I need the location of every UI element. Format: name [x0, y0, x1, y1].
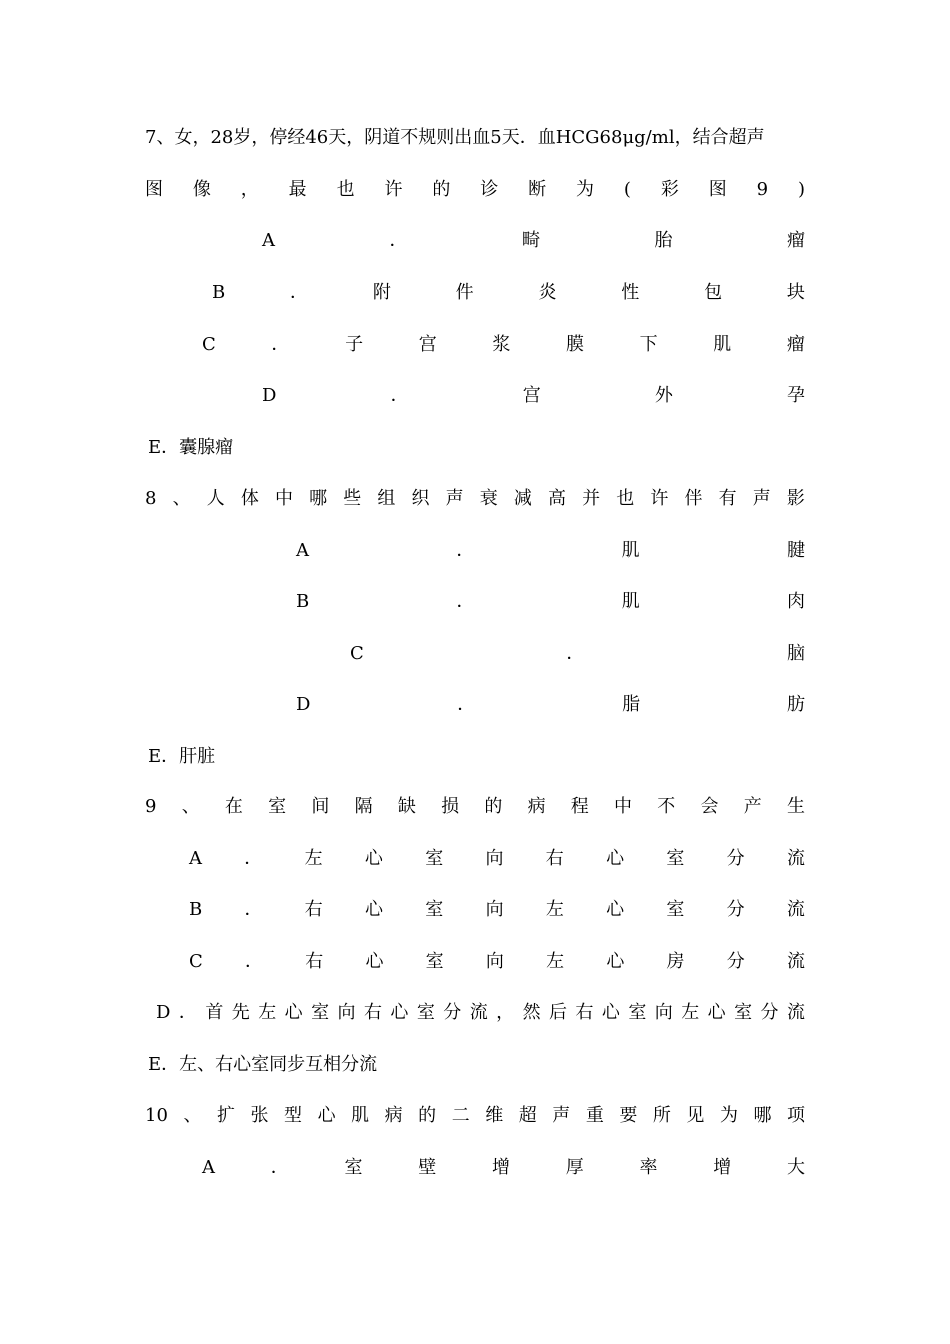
text-glyph: 高: [547, 488, 566, 509]
text-glyph: ．: [270, 1157, 289, 1178]
text-glyph: A: [189, 848, 202, 869]
text-glyph: 减: [513, 488, 532, 509]
text-glyph: 9: [756, 179, 769, 200]
text-glyph: 断: [528, 179, 547, 200]
text-glyph: 病: [527, 796, 546, 817]
text-glyph: 向: [485, 951, 504, 972]
text-glyph: 腱: [786, 540, 805, 561]
text-glyph: 间: [311, 796, 330, 817]
text-glyph: 向: [485, 848, 504, 869]
text-glyph: 脑: [787, 643, 805, 664]
text-glyph: 肌: [621, 591, 640, 612]
text-glyph: 体: [240, 488, 259, 509]
text-glyph: 流: [469, 1002, 488, 1023]
text-glyph: 膜: [565, 334, 584, 355]
question-8-option-b: [296, 587, 805, 617]
text-glyph: 心: [606, 899, 625, 920]
text-glyph: 肉: [786, 591, 805, 612]
text-glyph: 肌: [351, 1105, 370, 1126]
text-glyph: 附: [372, 282, 391, 303]
question-7-option-a: [262, 226, 805, 256]
text-glyph: 的: [484, 796, 503, 817]
text-glyph: ．: [178, 1002, 197, 1023]
text-glyph: 也: [336, 179, 355, 200]
text-glyph: 分: [443, 1002, 462, 1023]
text-glyph: 心: [365, 951, 384, 972]
text-glyph: 室: [425, 899, 444, 920]
question-8-option-d: [296, 690, 805, 720]
text-glyph: 项: [787, 1105, 805, 1126]
question-9-option-d: [156, 998, 805, 1028]
text-glyph: D: [296, 694, 311, 715]
text-glyph: 心: [606, 848, 625, 869]
question-10-stem: [145, 1101, 805, 1131]
text-glyph: 中: [614, 796, 633, 817]
text-glyph: 8: [145, 488, 157, 509]
question-7-stem-line-1: 7、女，28岁，停经46天，阴道不规则出血5天．血HCG68μg/ml，结合超声: [145, 127, 765, 148]
text-glyph: 肪: [786, 694, 805, 715]
question-7-option-d: [262, 381, 805, 411]
text-glyph: (: [623, 179, 631, 200]
text-glyph: 瘤: [787, 230, 805, 251]
text-glyph: 图: [145, 179, 163, 200]
text-glyph: A: [296, 540, 309, 561]
question-9-option-b: [189, 895, 805, 925]
text-glyph: 然: [522, 1002, 541, 1023]
question-8-stem: [145, 484, 805, 514]
text-glyph: 损: [441, 796, 460, 817]
text-glyph: 室: [311, 1002, 330, 1023]
text-glyph: 所: [652, 1105, 671, 1126]
text-glyph: 室: [628, 1002, 647, 1023]
text-glyph: 有: [718, 488, 737, 509]
text-glyph: 衰: [479, 488, 498, 509]
text-glyph: 右: [545, 848, 564, 869]
text-glyph: 右: [363, 1002, 382, 1023]
text-glyph: C: [189, 951, 203, 972]
text-glyph: 左: [258, 1002, 277, 1023]
question-10-option-a: [202, 1153, 805, 1183]
text-glyph: 超: [518, 1105, 537, 1126]
text-glyph: 流: [786, 899, 805, 920]
question-7-option-c: [202, 330, 805, 360]
text-glyph: 下: [639, 334, 658, 355]
text-glyph: ．: [456, 591, 475, 612]
question-7-option-e: E．囊腺瘤: [148, 437, 234, 458]
text-glyph: 大: [787, 1157, 805, 1178]
text-glyph: 增: [713, 1157, 732, 1178]
text-glyph: ．: [566, 643, 585, 664]
text-glyph: A: [202, 1157, 215, 1178]
text-glyph: ．: [271, 334, 290, 355]
text-glyph: B: [189, 899, 203, 920]
text-glyph: 最: [288, 179, 307, 200]
text-glyph: 肌: [713, 334, 732, 355]
text-glyph: 的: [432, 179, 451, 200]
text-glyph: 、: [172, 488, 191, 509]
text-glyph: 向: [654, 1002, 673, 1023]
text-glyph: 室: [344, 1157, 363, 1178]
text-glyph: 瘤: [786, 334, 805, 355]
text-glyph: 重: [585, 1105, 604, 1126]
text-glyph: 室: [666, 899, 685, 920]
text-glyph: 流: [786, 951, 805, 972]
text-glyph: 心: [365, 899, 384, 920]
text-glyph: 右: [304, 899, 323, 920]
text-glyph: 隔: [354, 796, 373, 817]
text-glyph: 中: [274, 488, 293, 509]
text-glyph: 增: [492, 1157, 510, 1178]
text-glyph: A: [262, 230, 275, 251]
text-glyph: 哪: [309, 488, 328, 509]
text-glyph: 左: [546, 951, 565, 972]
text-glyph: 左: [545, 899, 564, 920]
text-glyph: D: [156, 1002, 171, 1023]
text-glyph: 声: [752, 488, 771, 509]
text-glyph: 胎: [654, 230, 673, 251]
text-glyph: ．: [244, 848, 263, 869]
text-glyph: 左: [304, 848, 323, 869]
text-glyph: 心: [317, 1105, 336, 1126]
text-glyph: D: [262, 385, 277, 406]
text-glyph: ，: [240, 179, 259, 200]
text-glyph: 心: [390, 1002, 409, 1023]
text-glyph: 心: [364, 848, 383, 869]
text-glyph: 组: [377, 488, 396, 509]
text-glyph: 室: [734, 1002, 753, 1023]
text-glyph: 左: [681, 1002, 700, 1023]
text-glyph: 肌: [621, 540, 640, 561]
question-9-option-e: E．左、右心室同步互相分流: [148, 1054, 378, 1075]
text-glyph: C: [350, 643, 364, 664]
text-glyph: 像: [192, 179, 211, 200]
text-glyph: 炎: [538, 282, 557, 303]
text-glyph: 心: [606, 951, 625, 972]
text-glyph: 宫: [418, 334, 437, 355]
text-glyph: B: [296, 591, 310, 612]
text-glyph: 并: [582, 488, 601, 509]
text-glyph: 伴: [684, 488, 703, 509]
text-glyph: 哪: [753, 1105, 772, 1126]
text-glyph: 心: [707, 1002, 726, 1023]
text-glyph: 扩: [216, 1105, 235, 1126]
text-glyph: 孕: [787, 385, 805, 406]
text-glyph: 分: [760, 1002, 779, 1023]
text-glyph: 后: [549, 1002, 567, 1023]
text-glyph: 右: [575, 1002, 594, 1023]
text-glyph: 缺: [397, 796, 416, 817]
text-glyph: 些: [343, 488, 362, 509]
text-glyph: ．: [389, 230, 408, 251]
text-glyph: 会: [700, 796, 719, 817]
text-glyph: 诊: [480, 179, 499, 200]
text-glyph: 影: [786, 488, 805, 509]
text-glyph: 许: [384, 179, 403, 200]
text-glyph: 先: [231, 1002, 250, 1023]
text-glyph: 在: [224, 796, 243, 817]
text-glyph: 房: [666, 951, 685, 972]
text-glyph: 室: [425, 951, 444, 972]
text-glyph: 畸: [522, 230, 540, 251]
text-glyph: 张: [250, 1105, 269, 1126]
text-glyph: 浆: [492, 334, 511, 355]
text-glyph: 脂: [622, 694, 641, 715]
text-glyph: 右: [305, 951, 324, 972]
question-9-stem: [145, 792, 805, 822]
question-7-stem-line-2: [145, 175, 805, 205]
text-glyph: ．: [290, 282, 309, 303]
text-glyph: 外: [654, 385, 673, 406]
text-glyph: 声: [552, 1105, 571, 1126]
text-glyph: 二: [451, 1105, 470, 1126]
text-glyph: 图: [708, 179, 727, 200]
text-glyph: 厚: [565, 1157, 584, 1178]
text-glyph: 室: [666, 848, 685, 869]
text-glyph: ．: [245, 951, 263, 972]
text-glyph: 程: [570, 796, 589, 817]
text-glyph: 分: [726, 899, 745, 920]
question-9-option-c: [189, 947, 805, 977]
text-glyph: 彩: [660, 179, 679, 200]
text-glyph: C: [202, 334, 216, 355]
text-glyph: 心: [601, 1002, 620, 1023]
text-glyph: 子: [345, 334, 364, 355]
text-glyph: 、: [183, 1105, 202, 1126]
text-glyph: 声: [445, 488, 464, 509]
text-glyph: 包: [704, 282, 723, 303]
text-glyph: 织: [411, 488, 430, 509]
text-glyph: 9: [145, 796, 157, 817]
text-glyph: 室: [425, 848, 444, 869]
text-glyph: 为: [719, 1105, 738, 1126]
text-glyph: ．: [456, 540, 475, 561]
text-glyph: 率: [639, 1157, 658, 1178]
text-glyph: 也: [616, 488, 635, 509]
text-glyph: 生: [786, 796, 805, 817]
text-glyph: 块: [786, 282, 805, 303]
text-glyph: 分: [726, 951, 745, 972]
text-glyph: 宫: [522, 385, 541, 406]
text-glyph: ．: [390, 385, 409, 406]
question-7-option-b: [212, 278, 805, 308]
text-glyph: 人: [206, 488, 225, 509]
text-glyph: ．: [244, 899, 263, 920]
text-glyph: 为: [576, 179, 595, 200]
text-glyph: 产: [743, 796, 762, 817]
question-8-option-a: [296, 536, 805, 566]
text-glyph: 流: [786, 1002, 805, 1023]
text-glyph: 首: [205, 1002, 224, 1023]
text-glyph: 要: [619, 1105, 638, 1126]
text-glyph: 10: [145, 1105, 168, 1126]
text-glyph: 室: [268, 796, 287, 817]
text-glyph: 室: [416, 1002, 435, 1023]
text-glyph: 的: [418, 1105, 437, 1126]
text-glyph: 维: [485, 1105, 504, 1126]
text-glyph: 见: [686, 1105, 705, 1126]
text-glyph: 、: [181, 796, 200, 817]
text-glyph: 向: [485, 899, 504, 920]
text-glyph: ．: [457, 694, 476, 715]
text-glyph: 向: [337, 1002, 356, 1023]
text-glyph: 壁: [418, 1157, 437, 1178]
text-glyph: B: [212, 282, 226, 303]
question-8-option-c: [350, 639, 805, 669]
text-glyph: 件: [455, 282, 474, 303]
text-glyph: 不: [657, 796, 676, 817]
question-8-option-e: E．肝脏: [148, 746, 216, 767]
text-glyph: 病: [384, 1105, 403, 1126]
text-glyph: 心: [284, 1002, 303, 1023]
text-glyph: ，: [496, 1002, 515, 1023]
text-glyph: 许: [650, 488, 669, 509]
text-glyph: 流: [786, 848, 805, 869]
question-9-option-a: [189, 844, 805, 874]
text-glyph: 型: [284, 1105, 303, 1126]
text-glyph: 性: [621, 282, 640, 303]
text-glyph: ): [797, 179, 805, 200]
text-glyph: 分: [726, 848, 745, 869]
